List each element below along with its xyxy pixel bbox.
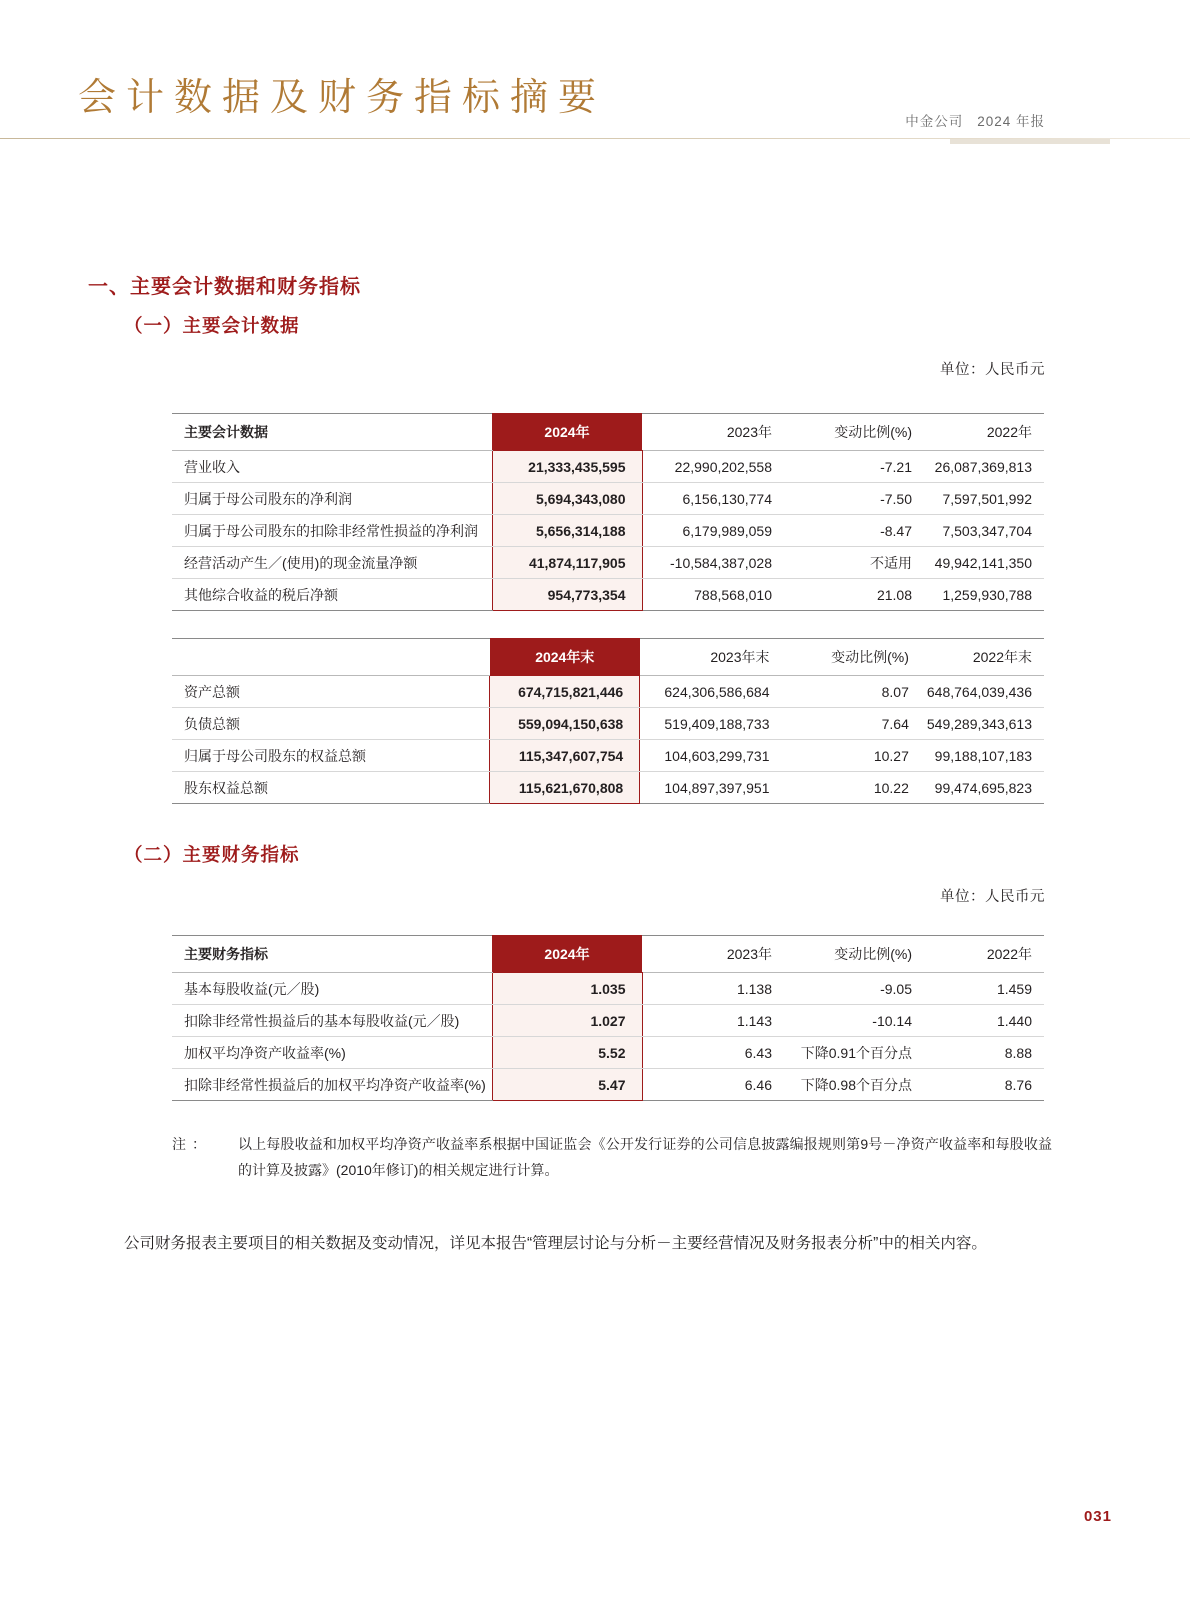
cell-2023: 519,409,188,733	[640, 708, 788, 740]
col-header-2023: 2023年	[642, 936, 790, 973]
cell-2022: 549,289,343,613	[927, 708, 1044, 740]
cell-change: 下降0.98个百分点	[790, 1069, 930, 1101]
col-header-change: 变动比例(%)	[790, 414, 930, 451]
cell-2022: 648,764,039,436	[927, 676, 1044, 708]
cell-2023: 6.43	[642, 1037, 790, 1069]
row-label: 归属于母公司股东的权益总额	[172, 740, 490, 772]
cell-change: -7.50	[790, 483, 930, 515]
cell-2022: 8.88	[930, 1037, 1044, 1069]
subsection-heading-a: （一）主要会计数据	[124, 315, 300, 336]
cell-2022: 1.459	[930, 973, 1044, 1005]
cell-2024: 674,715,821,446	[490, 676, 640, 708]
row-label: 资产总额	[172, 676, 490, 708]
cell-2024: 41,874,117,905	[492, 547, 642, 579]
header-divider-accent	[950, 139, 1110, 144]
cell-2023: 6,179,989,059	[642, 515, 790, 547]
col-header-label: 主要财务指标	[172, 936, 492, 973]
cell-2022: 7,597,501,992	[930, 483, 1044, 515]
col-header-2022-end: 2022年末	[927, 639, 1044, 676]
col-header-change: 变动比例(%)	[790, 936, 930, 973]
col-header-2024: 2024年	[492, 414, 642, 451]
table-row	[172, 772, 1044, 804]
cell-change: 10.22	[788, 772, 927, 804]
col-header-label: 主要会计数据	[172, 414, 492, 451]
header-report: 2024 年报	[977, 114, 1045, 129]
page-header	[0, 60, 1190, 140]
page-number: 031	[1083, 1508, 1112, 1525]
cell-2023: 6.46	[642, 1069, 790, 1101]
unit-note-b: 单位：人民币元	[940, 889, 1045, 905]
table-financial-indicators	[172, 935, 1044, 1101]
section-heading-1: 一、主要会计数据和财务指标	[88, 276, 361, 298]
cell-2024: 954,773,354	[492, 579, 642, 611]
cell-2024: 5,694,343,080	[492, 483, 642, 515]
header-meta	[905, 110, 1045, 130]
cell-change: 10.27	[788, 740, 927, 772]
table-row	[172, 973, 1044, 1005]
cell-2023: 624,306,586,684	[640, 676, 788, 708]
table-row	[172, 515, 1044, 547]
footnote-label: 注：	[172, 1136, 212, 1152]
subsection-heading-b: （二）主要财务指标	[124, 844, 300, 865]
closing-paragraph: 公司财务报表主要项目的相关数据及变动情况，详见本报告“管理层讨论与分析－主要经营情况及财务报表分析”中的相关内容。	[124, 1235, 987, 1252]
cell-2022: 1,259,930,788	[930, 579, 1044, 611]
row-label: 扣除非经常性损益后的加权平均净资产收益率(%)	[172, 1069, 492, 1101]
row-label: 归属于母公司股东的净利润	[172, 483, 492, 515]
cell-change: 21.08	[790, 579, 930, 611]
table-row	[172, 740, 1044, 772]
table-row	[172, 483, 1044, 515]
cell-2024: 559,094,150,638	[490, 708, 640, 740]
cell-2023: 22,990,202,558	[642, 451, 790, 483]
table-row	[172, 547, 1044, 579]
cell-change: -8.47	[790, 515, 930, 547]
cell-change: 7.64	[788, 708, 927, 740]
table-row	[172, 451, 1044, 483]
col-header-label	[172, 639, 490, 676]
row-label: 经营活动产生／(使用)的现金流量净额	[172, 547, 492, 579]
cell-2024: 21,333,435,595	[492, 451, 642, 483]
col-header-2024-end: 2024年末	[490, 639, 640, 676]
cell-change: 下降0.91个百分点	[790, 1037, 930, 1069]
cell-2024: 5.47	[492, 1069, 642, 1101]
col-header-2023-end: 2023年末	[640, 639, 788, 676]
cell-change: 8.07	[788, 676, 927, 708]
cell-change: -7.21	[790, 451, 930, 483]
cell-2022: 26,087,369,813	[930, 451, 1044, 483]
cell-2023: 1.143	[642, 1005, 790, 1037]
row-label: 基本每股收益(元／股)	[172, 973, 492, 1005]
cell-2022: 1.440	[930, 1005, 1044, 1037]
row-label: 扣除非经常性损益后的基本每股收益(元／股)	[172, 1005, 492, 1037]
cell-change: 不适用	[790, 547, 930, 579]
cell-2024: 5,656,314,188	[492, 515, 642, 547]
row-label: 归属于母公司股东的扣除非经常性损益的净利润	[172, 515, 492, 547]
cell-2023: 6,156,130,774	[642, 483, 790, 515]
cell-2024: 5.52	[492, 1037, 642, 1069]
header-company: 中金公司	[905, 114, 964, 129]
table-row	[172, 1037, 1044, 1069]
table-main-accounting-data	[172, 413, 1044, 611]
cell-2022: 49,942,141,350	[930, 547, 1044, 579]
cell-2022: 8.76	[930, 1069, 1044, 1101]
cell-2022: 7,503,347,704	[930, 515, 1044, 547]
col-header-2022: 2022年	[930, 936, 1044, 973]
cell-2023: 104,897,397,951	[640, 772, 788, 804]
cell-2024: 115,347,607,754	[490, 740, 640, 772]
table-balance-sheet-data	[172, 638, 1044, 804]
cell-2022: 99,188,107,183	[927, 740, 1044, 772]
table-header-row	[172, 639, 1044, 676]
page-title: 会计数据及财务指标摘要	[78, 77, 607, 119]
table-row	[172, 1069, 1044, 1101]
col-header-2024: 2024年	[492, 936, 642, 973]
table-header-row	[172, 936, 1044, 973]
table-header-row	[172, 414, 1044, 451]
footnote-text: 以上每股收益和加权平均净资产收益率系根据中国证监会《公开发行证券的公司信息披露编报规则第9号－净资产收益率和每股收益的计算及披露》(2010年修订)的相关规定进行计算。	[238, 1136, 1052, 1178]
row-label: 股东权益总额	[172, 772, 490, 804]
footnote	[172, 1132, 1052, 1184]
cell-2023: -10,584,387,028	[642, 547, 790, 579]
cell-2024: 1.027	[492, 1005, 642, 1037]
cell-2023: 788,568,010	[642, 579, 790, 611]
row-label: 其他综合收益的税后净额	[172, 579, 492, 611]
table-row	[172, 1005, 1044, 1037]
table-row	[172, 579, 1044, 611]
row-label: 负债总额	[172, 708, 490, 740]
row-label: 加权平均净资产收益率(%)	[172, 1037, 492, 1069]
table-row	[172, 708, 1044, 740]
cell-2023: 104,603,299,731	[640, 740, 788, 772]
cell-2024: 1.035	[492, 973, 642, 1005]
cell-2024: 115,621,670,808	[490, 772, 640, 804]
row-label: 营业收入	[172, 451, 492, 483]
cell-change: -10.14	[790, 1005, 930, 1037]
cell-2023: 1.138	[642, 973, 790, 1005]
col-header-2023: 2023年	[642, 414, 790, 451]
col-header-change: 变动比例(%)	[788, 639, 927, 676]
table-row	[172, 676, 1044, 708]
cell-change: -9.05	[790, 973, 930, 1005]
cell-2022: 99,474,695,823	[927, 772, 1044, 804]
unit-note-a: 单位：人民币元	[940, 362, 1045, 378]
col-header-2022: 2022年	[930, 414, 1044, 451]
